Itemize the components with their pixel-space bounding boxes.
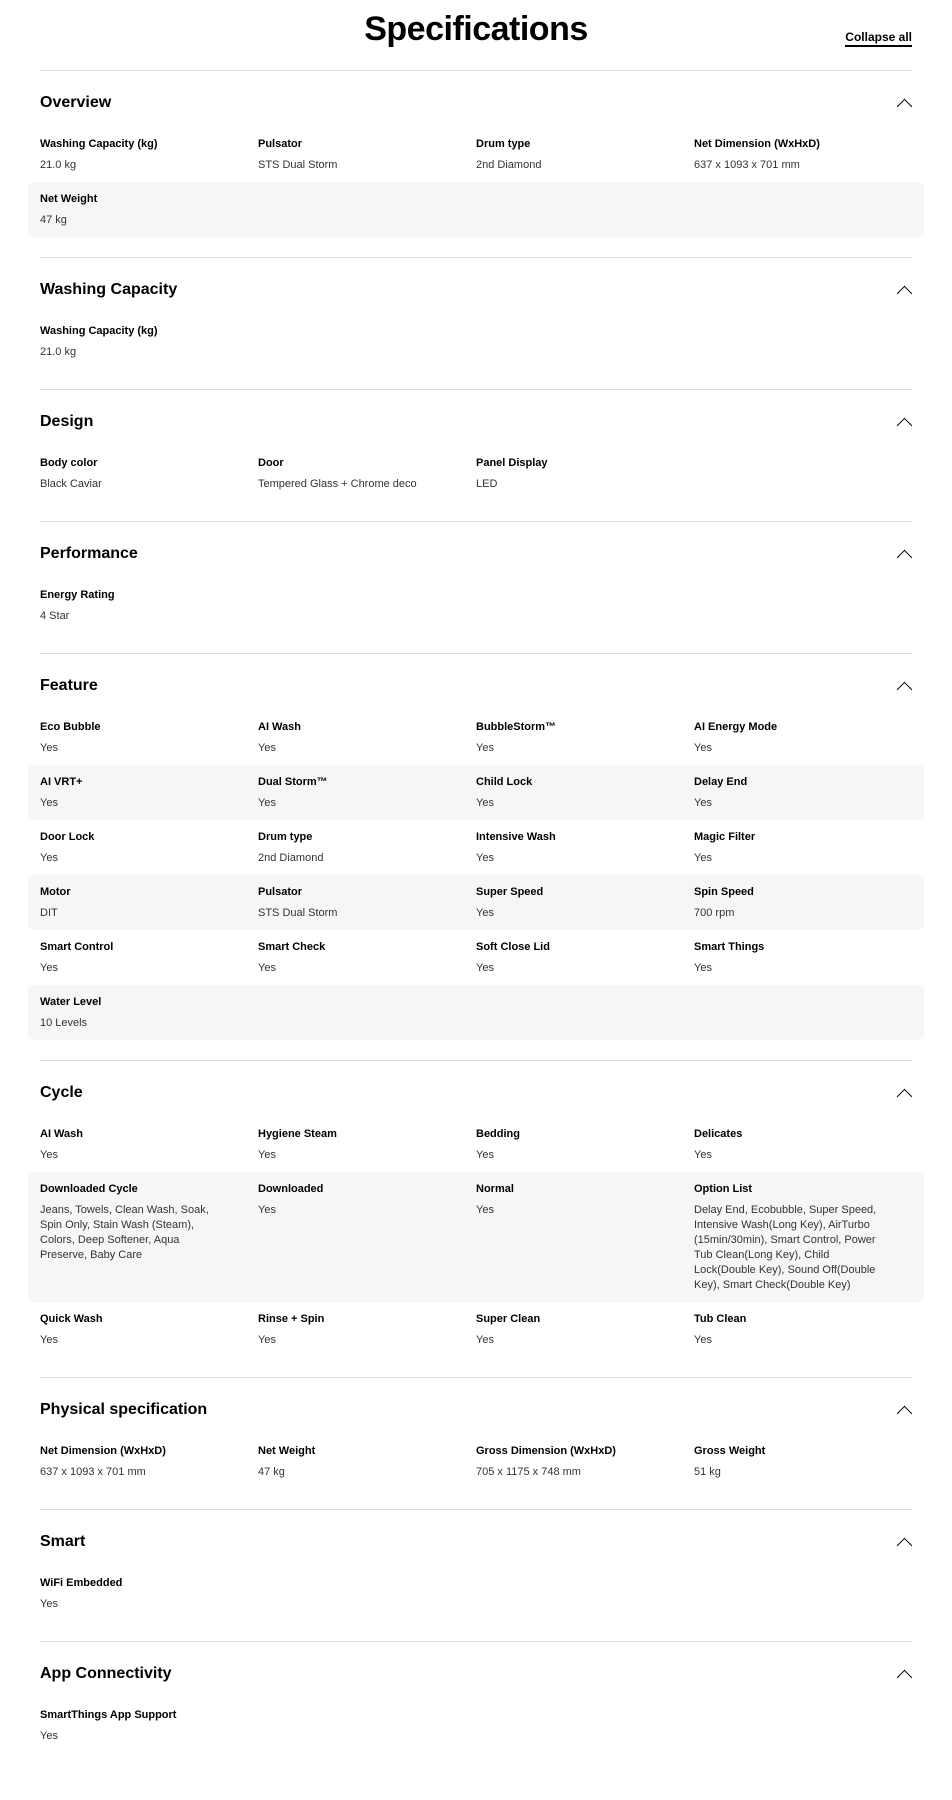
- section-title: Physical specification: [40, 1401, 208, 1418]
- spec-name: Super Clean: [476, 1313, 541, 1325]
- spec-name: BubbleStorm™: [476, 721, 557, 733]
- spec-item: [694, 719, 912, 756]
- spec-item: [476, 1126, 694, 1163]
- spec-item: [476, 939, 694, 976]
- spec-value: Yes: [258, 797, 276, 809]
- spec-name: Energy Rating: [40, 589, 115, 601]
- spec-name: Door Lock: [40, 831, 95, 843]
- spec-name: Pulsator: [258, 138, 303, 150]
- spec-row: [28, 314, 924, 369]
- spec-item: [476, 1311, 694, 1348]
- section-toggle[interactable]: [40, 274, 912, 306]
- spec-value: 4 Star: [40, 610, 70, 622]
- spec-section: [40, 521, 912, 653]
- spec-name: Net Dimension (WxHxD): [40, 1445, 166, 1457]
- spec-name: Net Weight: [40, 193, 98, 205]
- section-body: [40, 314, 912, 369]
- spec-row: [28, 1172, 924, 1302]
- chevron-up-icon[interactable]: [897, 285, 913, 301]
- spec-name: Delay End: [694, 776, 748, 788]
- spec-row: [28, 875, 924, 930]
- spec-value: Yes: [258, 1334, 276, 1346]
- spec-value: Yes: [40, 962, 58, 974]
- spec-item: [476, 136, 694, 173]
- spec-name: Smart Control: [40, 941, 114, 953]
- spec-item: [258, 455, 476, 492]
- chevron-up-icon[interactable]: [897, 1537, 913, 1553]
- spec-item: [694, 1311, 912, 1348]
- spec-item: [40, 455, 258, 492]
- section-toggle[interactable]: [40, 1077, 912, 1109]
- spec-item: [40, 1443, 258, 1480]
- spec-value: 700 rpm: [694, 907, 735, 919]
- spec-row: [28, 1698, 924, 1753]
- spec-value: Yes: [694, 1149, 712, 1161]
- spec-value: DIT: [40, 907, 58, 919]
- spec-item: [40, 774, 258, 811]
- spec-item: [40, 136, 258, 173]
- spec-value: 637 x 1093 x 701 mm: [694, 159, 800, 171]
- spec-value: 637 x 1093 x 701 mm: [40, 1466, 146, 1478]
- spec-name: Option List: [694, 1183, 753, 1195]
- spec-value: Yes: [40, 1334, 58, 1346]
- spec-item: [694, 136, 912, 173]
- spec-value: Yes: [258, 962, 276, 974]
- spec-value: Yes: [40, 852, 58, 864]
- chevron-up-icon[interactable]: [897, 1088, 913, 1104]
- spec-item: [476, 884, 694, 921]
- spec-value: Yes: [476, 962, 494, 974]
- spec-name: Gross Dimension (WxHxD): [476, 1445, 616, 1457]
- spec-item: [476, 719, 694, 756]
- spec-name: Motor: [40, 886, 71, 898]
- spec-name: Dual Storm™: [258, 776, 328, 788]
- spec-value: Yes: [694, 962, 712, 974]
- spec-value: Yes: [694, 742, 712, 754]
- spec-name: Eco Bubble: [40, 721, 101, 733]
- spec-value: LED: [476, 478, 498, 490]
- spec-value: Yes: [476, 797, 494, 809]
- spec-name: Child Lock: [476, 776, 533, 788]
- chevron-up-icon[interactable]: [897, 98, 913, 114]
- spec-value: 47 kg: [258, 1466, 285, 1478]
- spec-item: [694, 939, 912, 976]
- spec-name: WiFi Embedded: [40, 1577, 123, 1589]
- spec-item: [258, 829, 476, 866]
- spec-name: AI Wash: [40, 1128, 83, 1140]
- section-toggle[interactable]: [40, 670, 912, 702]
- spec-value: Yes: [258, 1204, 276, 1216]
- spec-section: [40, 653, 912, 1060]
- spec-value: Yes: [476, 907, 494, 919]
- spec-item: [40, 994, 258, 1031]
- chevron-up-icon[interactable]: [897, 1405, 913, 1421]
- section-body: [40, 1117, 912, 1357]
- spec-item: [258, 1443, 476, 1480]
- section-title: Feature: [40, 677, 98, 694]
- spec-item: [694, 1126, 912, 1163]
- spec-row: [28, 985, 924, 1040]
- spec-value: 10 Levels: [40, 1017, 88, 1029]
- section-toggle[interactable]: [40, 1526, 912, 1558]
- spec-value: Yes: [476, 742, 494, 754]
- section-body: [40, 1566, 912, 1621]
- spec-value: Yes: [40, 1598, 58, 1610]
- spec-item: [40, 1707, 258, 1744]
- spec-item: [40, 1311, 258, 1348]
- spec-item: [40, 587, 258, 624]
- spec-name: Hygiene Steam: [258, 1128, 337, 1140]
- spec-item: [694, 829, 912, 866]
- spec-item: [694, 1443, 912, 1480]
- spec-value: Yes: [476, 852, 494, 864]
- spec-sections: [0, 70, 952, 1773]
- spec-item: [40, 1126, 258, 1163]
- spec-name: Intensive Wash: [476, 831, 556, 843]
- spec-name: Net Weight: [258, 1445, 316, 1457]
- spec-item: [40, 191, 258, 228]
- chevron-up-icon[interactable]: [897, 549, 913, 565]
- spec-name: Smart Things: [694, 941, 765, 953]
- spec-section: [40, 257, 912, 389]
- spec-item: [258, 1181, 476, 1293]
- spec-name: Washing Capacity (kg): [40, 138, 158, 150]
- spec-name: Washing Capacity (kg): [40, 325, 158, 337]
- spec-row: [28, 765, 924, 820]
- spec-row: [28, 930, 924, 985]
- spec-section: [40, 1060, 912, 1377]
- spec-row: [28, 182, 924, 237]
- spec-name: SmartThings App Support: [40, 1709, 177, 1721]
- section-title: Performance: [40, 545, 138, 562]
- spec-value: Jeans, Towels, Clean Wash, Soak, Spin Only, Stain Wash (Steam), Colors, Deep Softener, Aqua Preserve, Baby Care: [40, 1204, 209, 1261]
- section-body: [40, 127, 912, 237]
- spec-item: [258, 884, 476, 921]
- spec-item: [694, 774, 912, 811]
- spec-name: Water Level: [40, 996, 102, 1008]
- spec-name: AI Energy Mode: [694, 721, 778, 733]
- spec-value: Yes: [40, 742, 58, 754]
- chevron-up-icon[interactable]: [897, 417, 913, 433]
- specifications-header: [0, 0, 952, 70]
- spec-item: [694, 884, 912, 921]
- section-body: [40, 446, 912, 501]
- spec-value: 21.0 kg: [40, 346, 77, 358]
- section-title: Overview: [40, 94, 112, 111]
- spec-value: Yes: [40, 797, 58, 809]
- spec-item: [40, 939, 258, 976]
- spec-value: 47 kg: [40, 214, 67, 226]
- spec-value: Yes: [694, 852, 712, 864]
- spec-name: Downloaded Cycle: [40, 1183, 138, 1195]
- spec-item: [258, 939, 476, 976]
- section-toggle[interactable]: [40, 1394, 912, 1426]
- spec-item: [258, 1126, 476, 1163]
- spec-row: [28, 710, 924, 765]
- spec-name: Door: [258, 457, 284, 469]
- spec-value: 705 x 1175 x 748 mm: [476, 1466, 581, 1478]
- section-body: [40, 578, 912, 633]
- spec-value: STS Dual Storm: [258, 907, 338, 919]
- spec-name: AI Wash: [258, 721, 301, 733]
- spec-value: Yes: [694, 1334, 712, 1346]
- spec-item: [258, 136, 476, 173]
- spec-row: [28, 1434, 924, 1489]
- spec-name: Normal: [476, 1183, 514, 1195]
- spec-item: [476, 774, 694, 811]
- spec-section: [40, 389, 912, 521]
- spec-item: [40, 323, 258, 360]
- section-title: Design: [40, 413, 94, 430]
- section-body: [40, 710, 912, 1040]
- spec-item: [476, 1181, 694, 1293]
- spec-item: [40, 1575, 258, 1612]
- spec-section: [40, 70, 912, 257]
- spec-value: 51 kg: [694, 1466, 721, 1478]
- spec-value: Tempered Glass + Chrome deco: [258, 478, 417, 490]
- section-title: App Connectivity: [40, 1665, 172, 1682]
- spec-item: [694, 1181, 912, 1293]
- spec-name: Spin Speed: [694, 886, 754, 898]
- collapse-all-button[interactable]: Collapse all: [845, 30, 912, 47]
- section-toggle[interactable]: [40, 406, 912, 438]
- spec-row: [28, 820, 924, 875]
- spec-name: Gross Weight: [694, 1445, 766, 1457]
- spec-item: [476, 1443, 694, 1480]
- spec-name: Downloaded: [258, 1183, 324, 1195]
- spec-name: Drum type: [258, 831, 313, 843]
- spec-value: Yes: [476, 1204, 494, 1216]
- spec-name: Rinse + Spin: [258, 1313, 325, 1325]
- spec-name: Bedding: [476, 1128, 520, 1140]
- spec-item: [40, 829, 258, 866]
- spec-value: STS Dual Storm: [258, 159, 338, 171]
- chevron-up-icon[interactable]: [897, 1669, 913, 1685]
- spec-name: Soft Close Lid: [476, 941, 550, 953]
- section-title: Washing Capacity: [40, 281, 178, 298]
- spec-value: Delay End, Ecobubble, Super Speed, Intensive Wash(Long Key), AirTurbo (15min/30min), Smart Control, Power Tub Clean(Long Key), Child Lock(Double Key), Sound Off(Double Key), Smart Check(Double Key): [694, 1204, 877, 1291]
- spec-value: Yes: [476, 1149, 494, 1161]
- spec-section: [40, 1509, 912, 1641]
- spec-value: 2nd Diamond: [258, 852, 324, 864]
- chevron-up-icon[interactable]: [897, 681, 913, 697]
- spec-name: Tub Clean: [694, 1313, 747, 1325]
- spec-value: 2nd Diamond: [476, 159, 542, 171]
- spec-row: [28, 1566, 924, 1621]
- spec-name: Magic Filter: [694, 831, 756, 843]
- spec-name: Body color: [40, 457, 98, 469]
- section-toggle[interactable]: [40, 538, 912, 570]
- section-toggle[interactable]: [40, 87, 912, 119]
- spec-item: [476, 455, 694, 492]
- spec-value: Yes: [40, 1730, 58, 1742]
- spec-value: Yes: [40, 1149, 58, 1161]
- spec-value: Black Caviar: [40, 478, 102, 490]
- section-toggle[interactable]: [40, 1658, 912, 1690]
- spec-row: [28, 446, 924, 501]
- spec-name: Pulsator: [258, 886, 303, 898]
- spec-value: Yes: [258, 1149, 276, 1161]
- spec-section: [40, 1377, 912, 1509]
- spec-value: Yes: [258, 742, 276, 754]
- spec-name: Smart Check: [258, 941, 326, 953]
- section-title: Cycle: [40, 1084, 83, 1101]
- spec-section: [40, 1641, 912, 1773]
- spec-item: [258, 774, 476, 811]
- spec-row: [28, 1302, 924, 1357]
- spec-name: Drum type: [476, 138, 531, 150]
- section-body: [40, 1434, 912, 1489]
- spec-item: [40, 884, 258, 921]
- spec-item: [40, 1181, 258, 1293]
- spec-value: 21.0 kg: [40, 159, 77, 171]
- spec-item: [40, 719, 258, 756]
- page-title: Specifications: [364, 10, 588, 48]
- spec-item: [258, 719, 476, 756]
- section-title: Smart: [40, 1533, 86, 1550]
- spec-row: [28, 1117, 924, 1172]
- spec-name: Panel Display: [476, 457, 548, 469]
- spec-item: [258, 1311, 476, 1348]
- spec-value: Yes: [476, 1334, 494, 1346]
- section-body: [40, 1698, 912, 1753]
- spec-row: [28, 127, 924, 182]
- spec-item: [476, 829, 694, 866]
- spec-name: Net Dimension (WxHxD): [694, 138, 820, 150]
- spec-value: Yes: [694, 797, 712, 809]
- spec-name: Quick Wash: [40, 1313, 103, 1325]
- spec-name: Delicates: [694, 1128, 743, 1140]
- spec-name: AI VRT+: [40, 776, 83, 788]
- spec-name: Super Speed: [476, 886, 544, 898]
- spec-row: [28, 578, 924, 633]
